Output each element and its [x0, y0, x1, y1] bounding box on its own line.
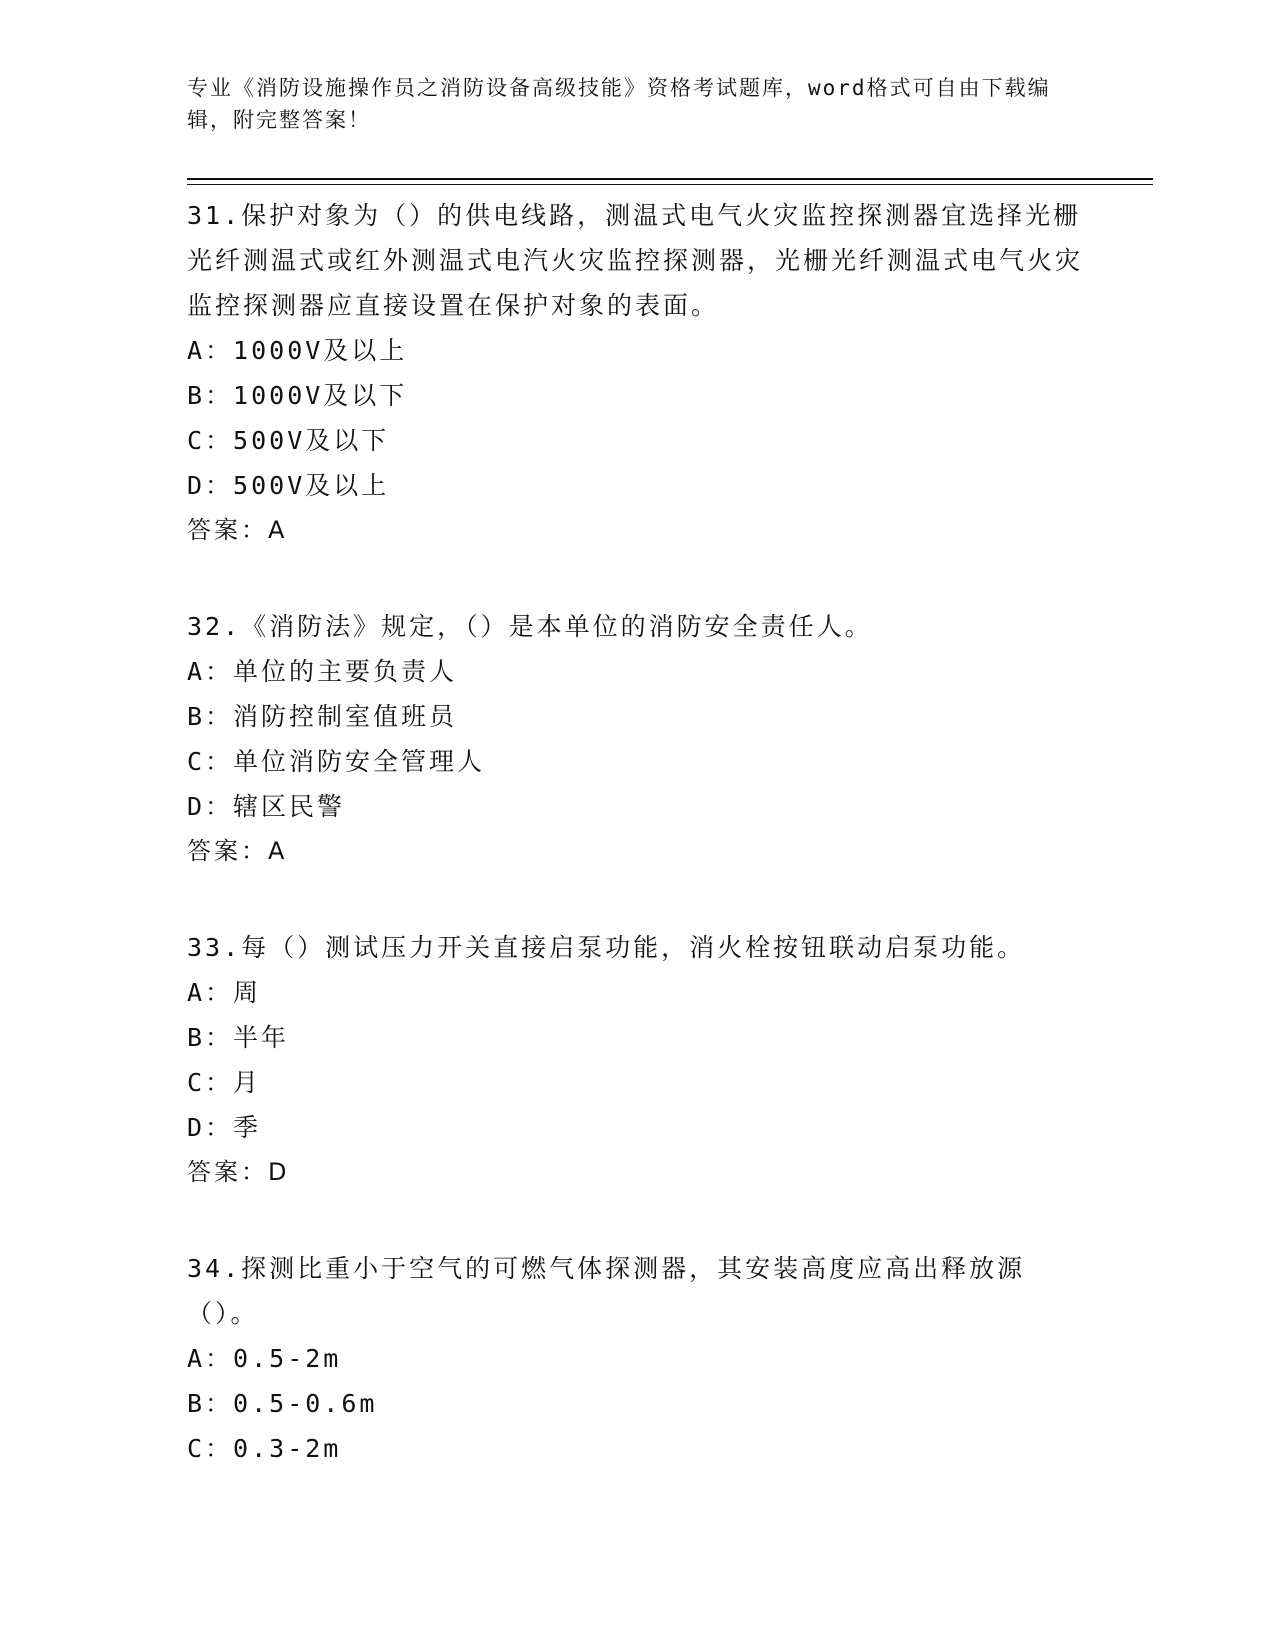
answer-line: 答案：A [187, 837, 288, 865]
question-gap [187, 874, 1087, 920]
question-31 [187, 188, 1087, 553]
question-33 [187, 920, 1087, 1195]
question-list [187, 188, 1087, 1471]
question-gap [187, 1195, 1087, 1241]
option-c: C：0.3-2m [187, 1434, 342, 1463]
option-d: D：季 [187, 1113, 262, 1142]
option-b: B：消防控制室值班员 [187, 702, 458, 731]
option-a: A：周 [187, 978, 262, 1007]
option-d: D：500V及以上 [187, 471, 390, 500]
answer-line: 答案：D [187, 1158, 290, 1186]
question-text: 33.每（）测试压力开关直接启泵功能，消火栓按钮联动启泵功能。 [187, 933, 1026, 962]
document-header: 专业《消防设施操作员之消防设备高级技能》资格考试题库，word格式可自由下载编辑，附完整答案！ [187, 76, 1051, 132]
option-a: A：0.5-2m [187, 1344, 342, 1373]
question-text: 31.保护对象为（）的供电线路，测温式电气火灾监控探测器宜选择光栅光纤测温式或红外测温式电汽火灾监控探测器，光栅光纤测温式电气火灾监控探测器应直接设置在保护对象的表面。 [187, 201, 1084, 320]
question-text: 34.探测比重小于空气的可燃气体探测器，其安装高度应高出释放源（）。 [187, 1254, 1026, 1328]
option-a: A：单位的主要负责人 [187, 657, 458, 686]
option-b: B：1000V及以下 [187, 381, 408, 410]
question-34 [187, 1241, 1087, 1471]
question-text: 32.《消防法》规定，（）是本单位的消防安全责任人。 [187, 612, 873, 641]
question-gap [187, 553, 1087, 599]
option-b: B：0.5-0.6m [187, 1389, 378, 1418]
option-c: C：单位消防安全管理人 [187, 747, 486, 776]
option-d: D：辖区民警 [187, 792, 346, 821]
option-c: C：月 [187, 1068, 262, 1097]
option-b: B：半年 [187, 1023, 290, 1052]
answer-line: 答案：A [187, 516, 288, 544]
header-divider-thin [187, 184, 1153, 185]
question-32 [187, 599, 1087, 874]
option-c: C：500V及以下 [187, 426, 390, 455]
header-divider-thick [187, 178, 1153, 180]
option-a: A：1000V及以上 [187, 336, 408, 365]
